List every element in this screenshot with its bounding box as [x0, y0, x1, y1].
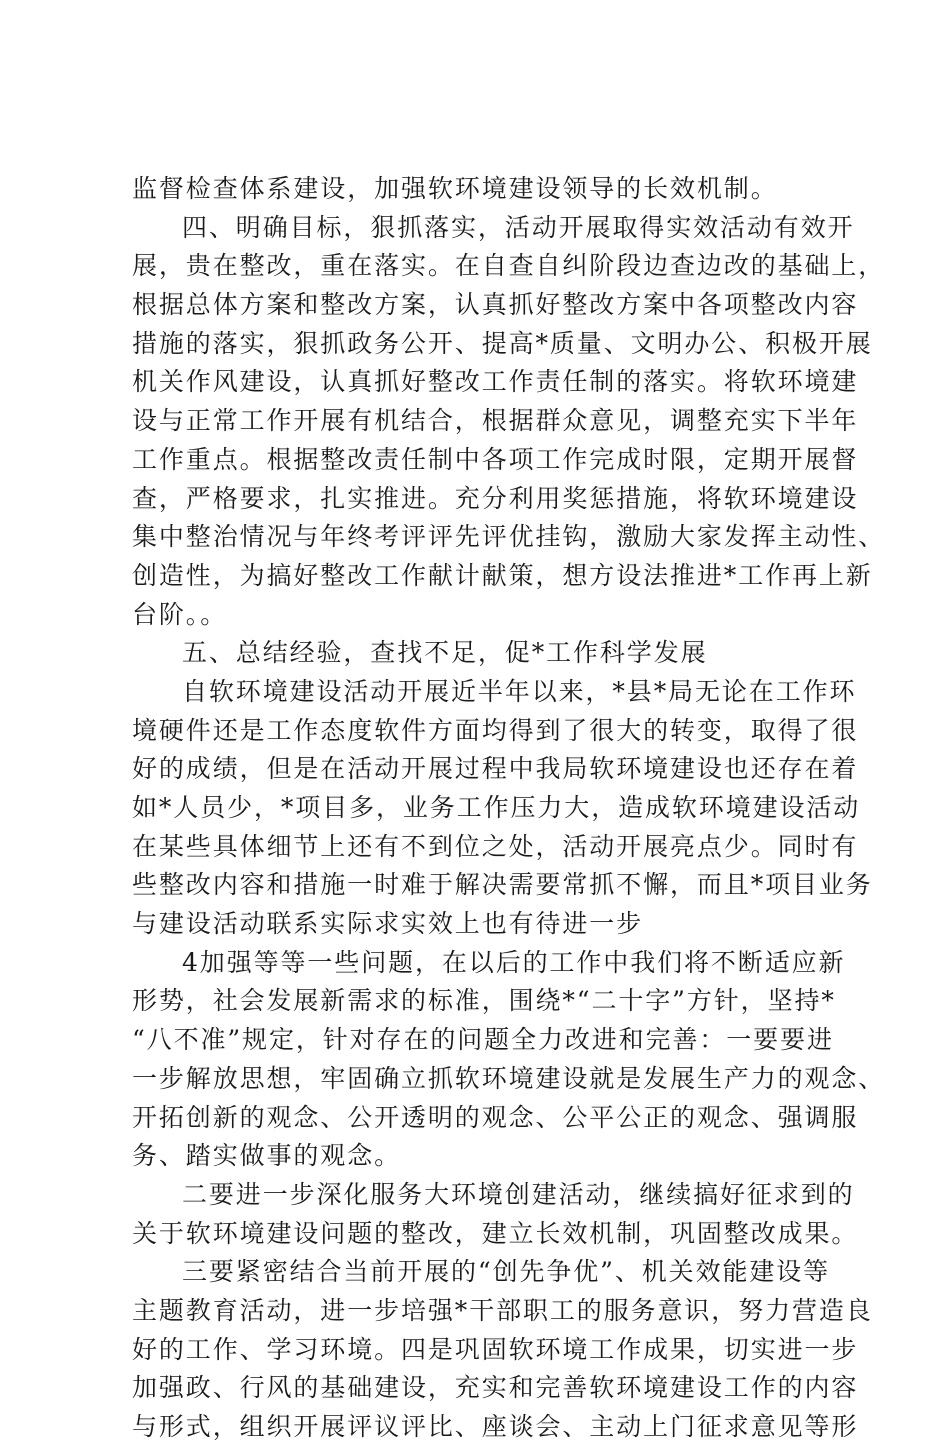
text-line: 五、总结经验，查找不足，促*工作科学发展	[182, 638, 708, 668]
text-line: 主题教育活动，进一步培强*干部职工的服务意识，努力营造良	[132, 1295, 873, 1325]
text-line: 在某些具体细节上还有不到位之处，活动开展亮点少。同时有	[132, 831, 859, 861]
text-line: “八不准”规定，针对存在的问题全力改进和完善：一要要进	[132, 1025, 834, 1055]
text-line: 四、明确目标，狠抓落实，活动开展取得实效活动有效开	[182, 212, 855, 242]
text-line: 自软环境建设活动开展近半年以来，*县*局无论在工作环	[182, 676, 857, 706]
text-line: 一步解放思想，牢固确立抓软环境建设就是发展生产力的观念、	[132, 1063, 886, 1093]
text-line: 好的成绩，但是在活动开展过程中我局软环境建设也还存在着	[132, 754, 859, 784]
text-line: 些整改内容和措施一时难于解决需要常抓不懈，而且*项目业务	[132, 870, 873, 900]
text-line: 关于软环境建设问题的整改，建立长效机制，巩固整改成果。	[132, 1218, 859, 1248]
text-line: 集中整治情况与年终考评评先评优挂钩，激励大家发挥主动性、	[132, 522, 886, 552]
text-line: 设与正常工作开展有机结合，根据群众意见，调整充实下半年	[132, 406, 859, 436]
text-line: 创造性，为搞好整改工作献计献策，想方设法推进*工作再上新	[132, 560, 873, 590]
document-body	[132, 170, 886, 1447]
text-line: 好的工作、学习环境。四是巩固软环境工作成果，切实进一步	[132, 1334, 859, 1364]
text-line: 开拓创新的观念、公开透明的观念、公平公正的观念、强调服	[132, 1102, 859, 1132]
text-line: 境硬件还是工作态度软件方面均得到了很大的转变，取得了很	[132, 715, 859, 745]
text-line: 工作重点。根据整改责任制中各项工作完成时限，定期开展督	[132, 444, 859, 474]
text-line: 展，贵在整改，重在落实。在自查自纠阶段边查边改的基础上，	[132, 251, 886, 281]
text-line: 如*人员少，*项目多，业务工作压力大，造成软环境建设活动	[132, 793, 861, 822]
text-line: 机关作风建设，认真抓好整改工作责任制的落实。将软环境建	[132, 367, 859, 397]
text-line: 加强政、行风的基础建设，充实和完善软环境建设工作的内容	[132, 1373, 859, 1403]
text-line: 台阶。。	[132, 599, 228, 629]
text-line: 4加强等等一些问题，在以后的工作中我们将不断适应新	[182, 947, 846, 977]
text-line: 三要紧密结合当前开展的“创先争优”、机关效能建设等	[182, 1257, 831, 1287]
text-line: 查，严格要求，扎实推进。充分利用奖惩措施，将软环境建设	[132, 483, 859, 513]
text-line: 与建设活动联系实际求实效上也有待进一步	[132, 909, 644, 939]
text-line: 形势，社会发展新需求的标准，围绕*“二十字”方针，坚持*	[132, 986, 836, 1016]
text-line: 措施的落实，狠抓政务公开、提高*质量、文明办公、积极开展	[132, 328, 873, 358]
text-line: 监督检查体系建设，加强软环境建设领导的长效机制。	[132, 174, 778, 203]
text-line: 根据总体方案和整改方案，认真抓好整改方案中各项整改内容	[132, 290, 859, 320]
text-line: 务、踏实做事的观念。	[132, 1141, 402, 1171]
text-line: 与形式，组织开展评议评比、座谈会、主动上门征求意见等形	[132, 1412, 859, 1441]
text-line: 二要进一步深化服务大环境创建活动，继续搞好征求到的	[182, 1179, 855, 1209]
